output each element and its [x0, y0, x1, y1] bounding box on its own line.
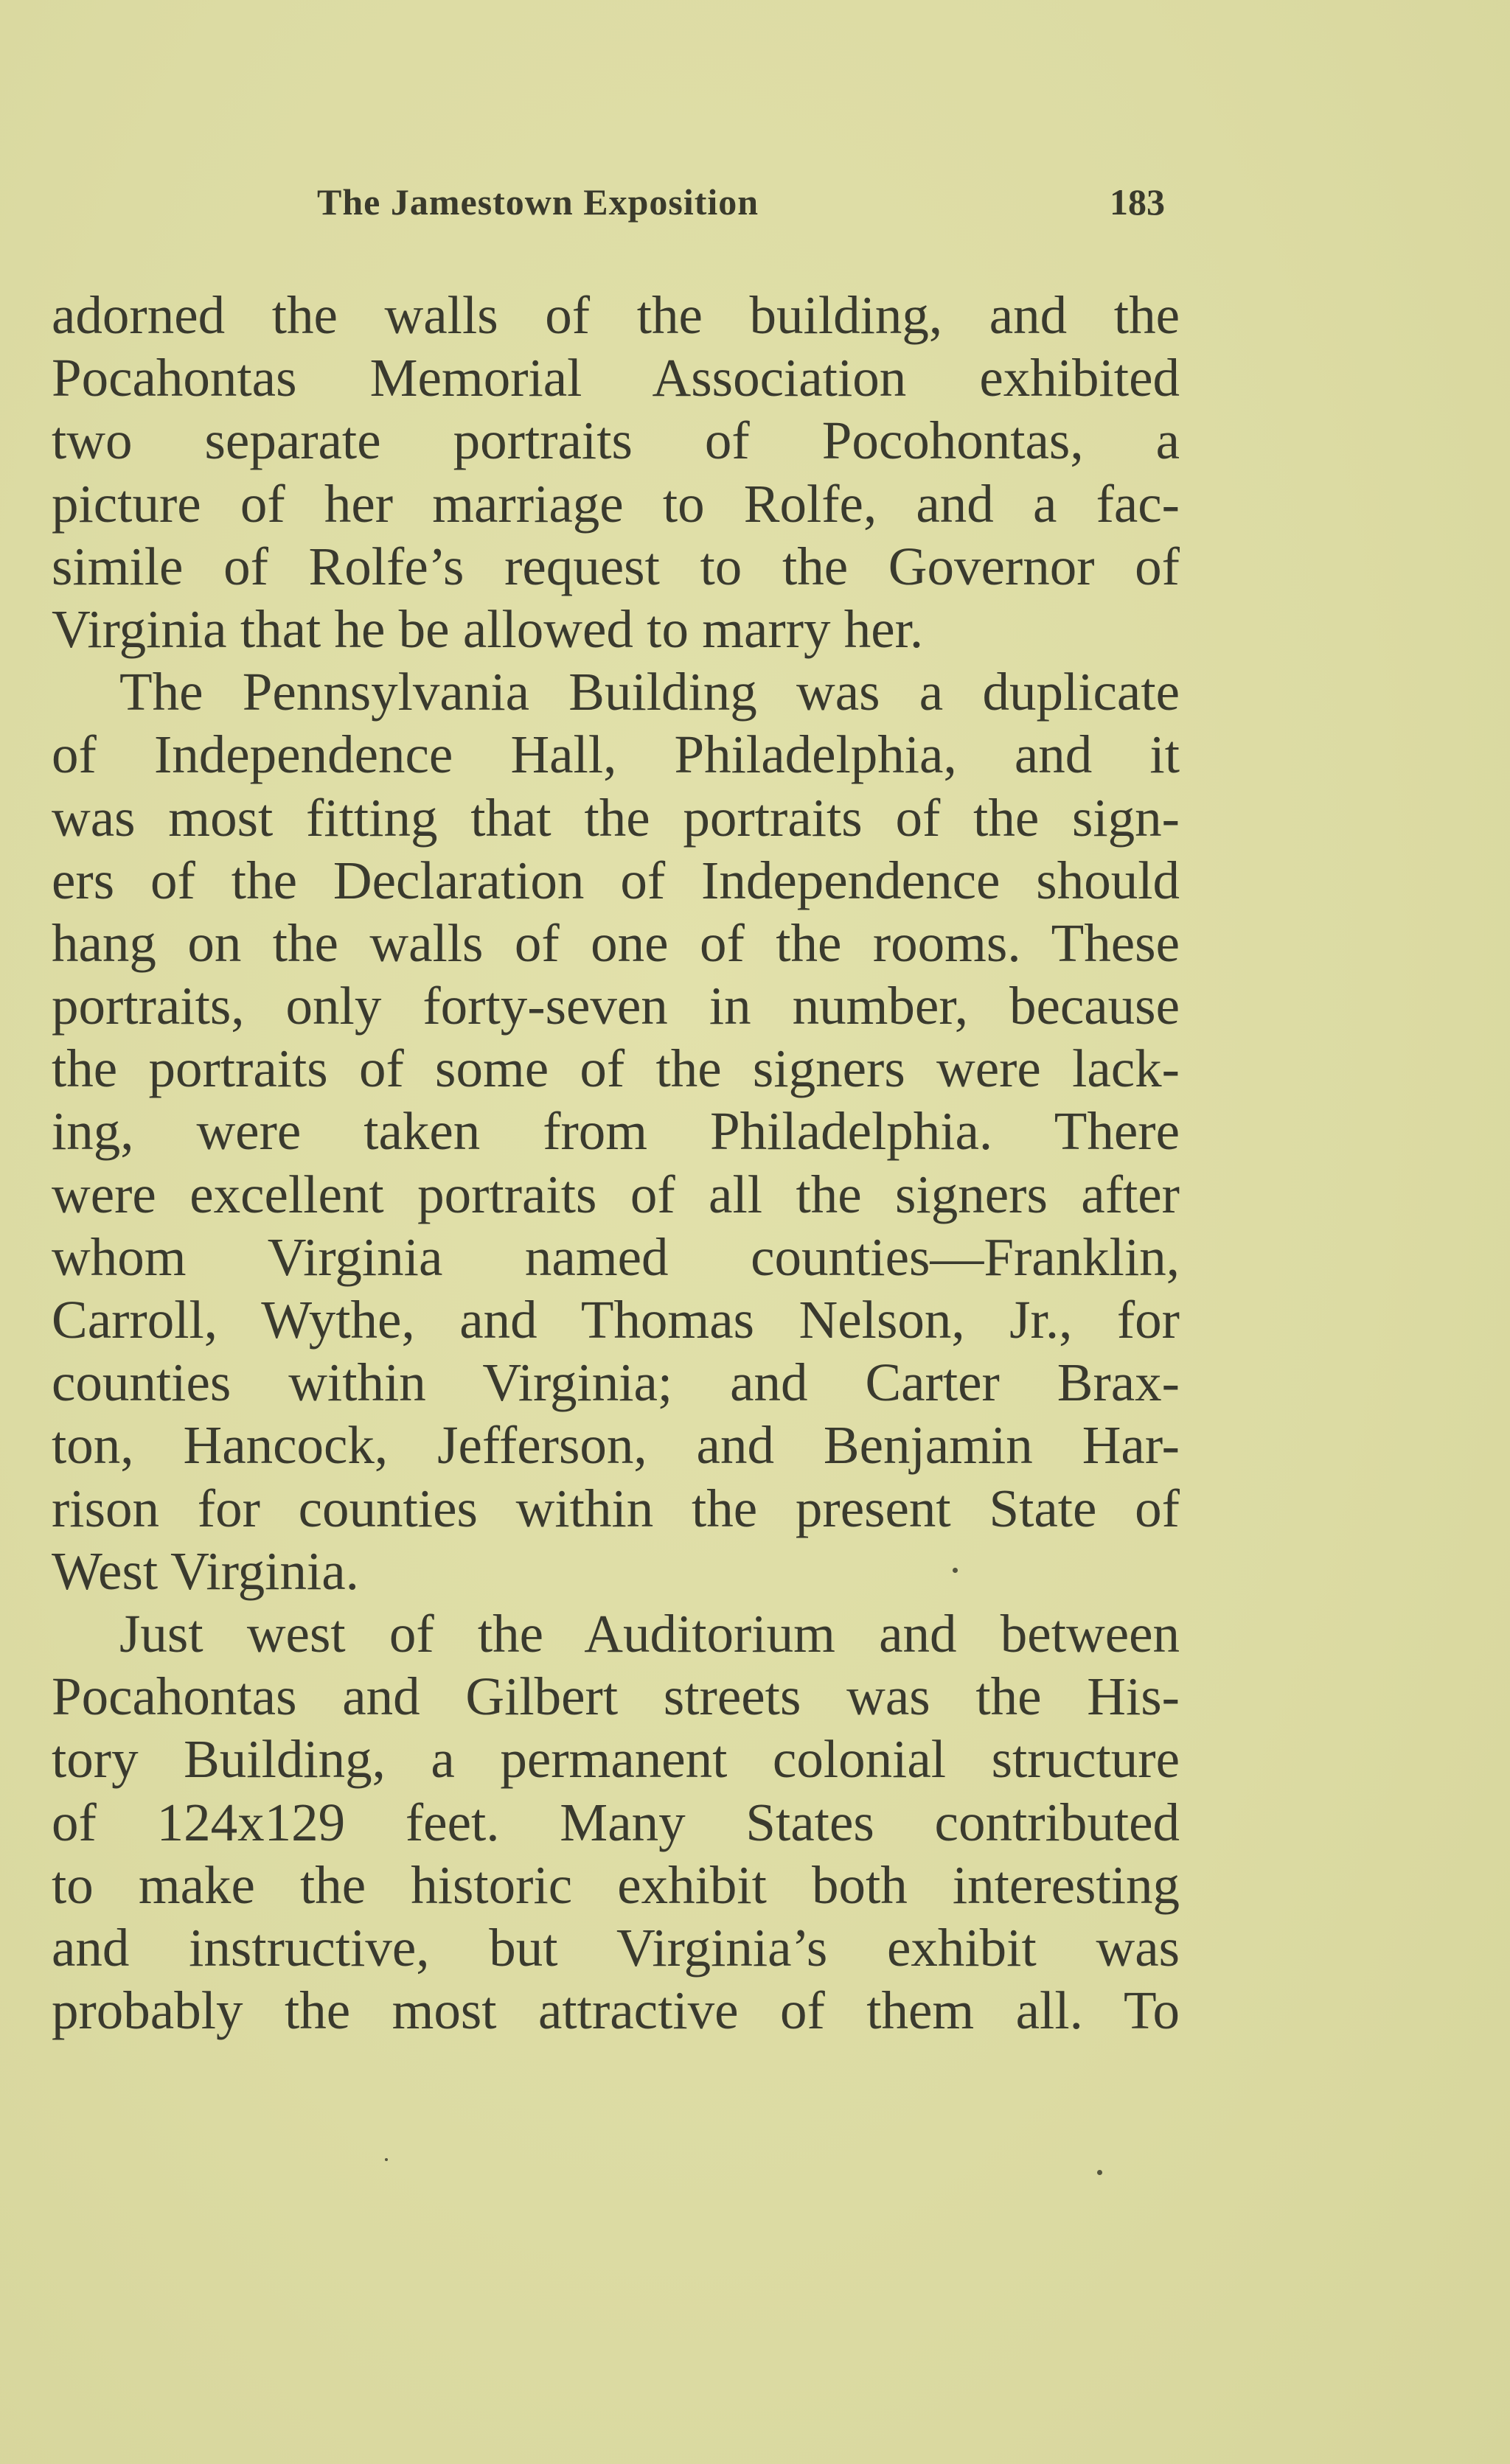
text-line: tory Building, a permanent colonial structure — [52, 1729, 1180, 1790]
text-line: simile of Rolfe’s request to the Governor of — [52, 536, 1180, 596]
text-line: adorned the walls of the building, and the — [52, 285, 1180, 345]
text-line: Carroll, Wythe, and Thomas Nelson, Jr., for — [52, 1290, 1180, 1350]
text-line: ing, were taken from Philadelphia. There — [52, 1101, 1180, 1162]
paragraph-start-line: Just west of the Auditorium and between — [119, 1603, 1180, 1664]
page-number: 183 — [1110, 181, 1165, 223]
ink-speck — [1097, 2170, 1102, 2175]
text-line: West Virginia. — [52, 1540, 359, 1601]
text-line: was most fitting that the portraits of the sign- — [52, 787, 1180, 848]
text-line: of 124x129 feet. Many States contributed — [52, 1792, 1180, 1852]
text-line: ers of the Declaration of Independence should — [52, 850, 1180, 910]
body-text — [52, 284, 1180, 2042]
text-line: rison for counties within the present State of — [52, 1478, 1180, 1538]
text-line: picture of her marriage to Rolfe, and a fac- — [52, 473, 1180, 534]
text-line: probably the most attractive of them all. To — [52, 1980, 1180, 2041]
page-header — [317, 181, 1165, 232]
text-line: portraits, only forty-seven in number, because — [52, 976, 1180, 1036]
text-line: to make the historic exhibit both interesting — [52, 1854, 1180, 1915]
text-line: Pocahontas Memorial Association exhibited — [52, 348, 1180, 408]
text-line: Pocahontas and Gilbert streets was the His- — [52, 1666, 1180, 1727]
text-line: the portraits of some of the signers were lack- — [52, 1039, 1180, 1099]
text-line: of Independence Hall, Philadelphia, and it — [52, 725, 1180, 785]
text-line: and instructive, but Virginia’s exhibit was — [52, 1917, 1180, 1978]
ink-speck — [385, 2158, 388, 2161]
text-line: hang on the walls of one of the rooms. These — [52, 912, 1180, 973]
running-title: The Jamestown Exposition — [317, 181, 759, 223]
text-line: whom Virginia named counties—Franklin, — [52, 1226, 1180, 1287]
text-line: were excellent portraits of all the signers after — [52, 1164, 1180, 1224]
text-line: two separate portraits of Pocohontas, a — [52, 411, 1180, 471]
ink-speck — [953, 1568, 958, 1573]
text-line: counties within Virginia; and Carter Brax- — [52, 1353, 1180, 1413]
text-line: ton, Hancock, Jefferson, and Benjamin Har- — [52, 1415, 1180, 1476]
text-line: Virginia that he be allowed to marry her. — [52, 598, 924, 659]
paragraph-start-line: The Pennsylvania Building was a duplicate — [119, 662, 1180, 722]
